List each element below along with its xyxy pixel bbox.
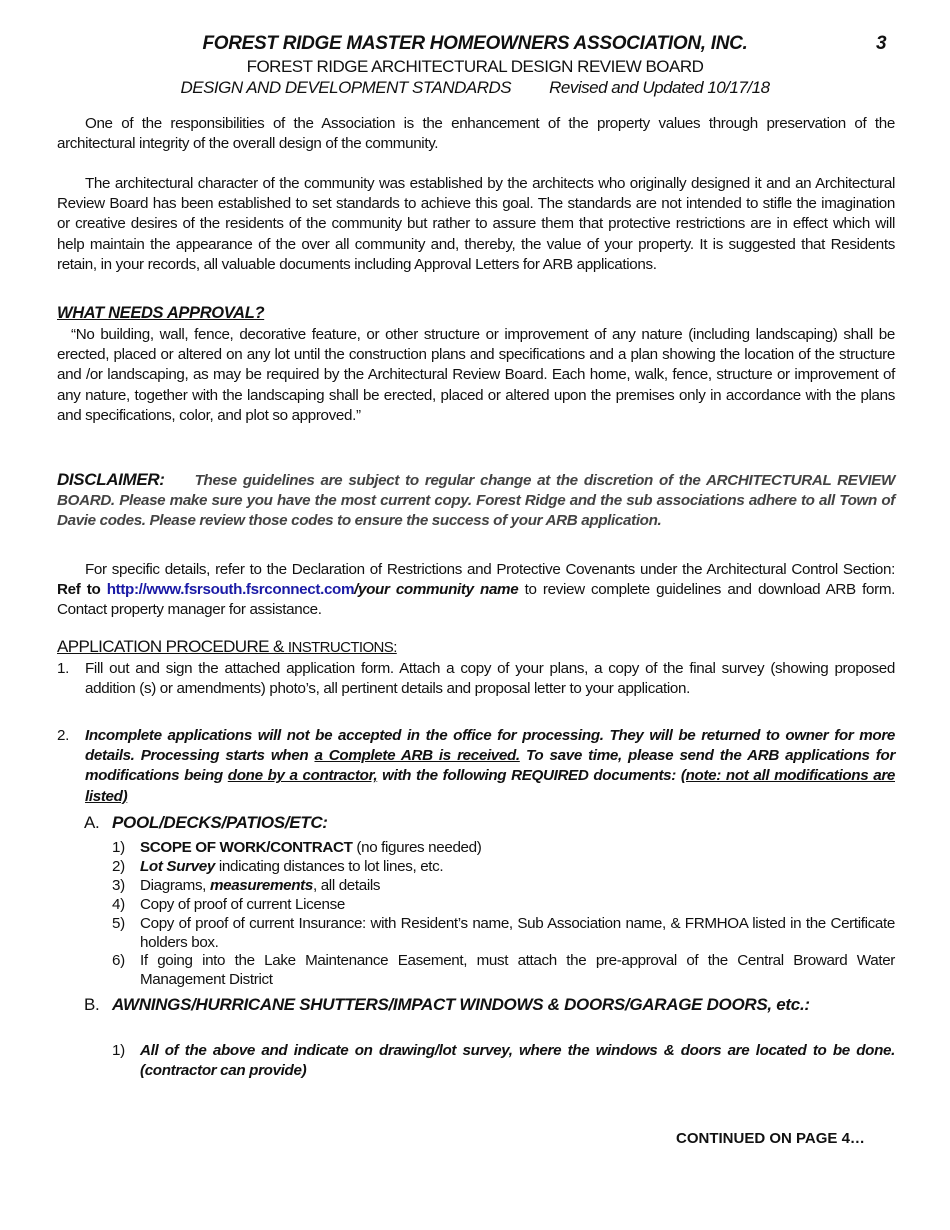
item-text-underlined: done by a contractor, — [227, 767, 378, 785]
item-text: Incomplete applications will not be accepted in the office for processing. They will be returned to owner for more details. Processing starts when — [85, 727, 895, 765]
community-name: /your community name — [354, 581, 519, 599]
doc-title: DESIGN AND DEVELOPMENT STANDARDS — [180, 78, 512, 97]
section-a-item-3 — [112, 876, 895, 895]
item-text-underlined: a Complete ARB is received. — [314, 747, 520, 765]
continued-notice: CONTINUED ON PAGE 4… — [676, 1130, 865, 1147]
item-text: indicating distances to lot lines, etc. — [215, 858, 444, 875]
procedure-item-1 — [57, 659, 895, 699]
item-number: 5) — [112, 915, 125, 932]
section-b-heading — [84, 995, 895, 1015]
section-a-item-6 — [112, 951, 895, 989]
intro-paragraph-2: The architectural character of the community was established by the architects who originally designed it and an Architectural Review Board has been established to set standards to achieve this goal. The standards are not intended to stifle the imagination or creative desires of the residents of the community but rather to assure them that protective restrictions are in effect which will help maintain the appearance of the over all community and, thereby, the value of your property. It is suggested that Residents retain, in your records, all valuable documents including Approval Letters for ARB applications. — [57, 175, 895, 273]
section-title: POOL/DECKS/PATIOS/ETC: — [112, 813, 328, 832]
disclaimer-label: DISCLAIMER: — [57, 470, 165, 489]
what-needs-approval-heading: WHAT NEEDS APPROVAL? — [57, 304, 265, 322]
procedure-item-2 — [57, 726, 895, 807]
intro-paragraph-1: One of the responsibilities of the Association is the enhancement of the property values through preservation of the architectural integrity of the overall design of the community. — [57, 115, 895, 153]
item-text: If going into the Lake Maintenance Easement, must attach the pre-approval of the Central Broward Water Management District — [140, 952, 895, 988]
item-bold: measurements — [209, 877, 313, 894]
item-number: 2. — [57, 727, 69, 744]
approval-quote: “No building, wall, fence, decorative feature, or other structure or improvement of any nature (including landscaping) shall be erected, placed or altered on any lot until the construction plans and specifications and a plan showing the location of the structure and /or landscaping, as may be required by the Architectural Review Board. Each home, walk, fence, structure or improvement of any nature, together with the landscaping shall be erected, placed or altered upon the premises only in accordance with the plans and specifications, color, and plot so approved.” — [57, 326, 895, 424]
fsrconnect-link[interactable]: http://www.fsrsouth.fsrconnect.com — [106, 581, 355, 599]
item-text: Copy of proof of current License — [140, 896, 345, 913]
disclaimer-text: These guidelines are subject to regular change at the discretion of the ARCHITECTURAL REVIEW BOARD. Please make sure you have the most current copy. Forest Ridge and the sub associations adhere to all Town of Davie codes. Please review those codes to ensure the success of your ARB application. — [57, 472, 895, 530]
heading-small: INSTRUCTIONS: — [287, 639, 397, 656]
ref-label: Ref to — [57, 581, 107, 599]
item-note: (note: not all modifications are listed) — [85, 767, 895, 805]
item-text: Diagrams, — [140, 877, 210, 894]
item-text: Fill out and sign the attached application form. Attach a copy of your plans, a copy of the final survey (showing proposed addition (s) or amendments) photo’s, all pertinent details and proposal letter to your application. — [85, 660, 895, 698]
document-subtitle — [0, 78, 950, 98]
item-number: 4) — [112, 896, 125, 913]
item-text: All of the above and indicate on drawing/lot survey, where the windows & doors are located to be done. (contractor can provide) — [140, 1042, 895, 1079]
details-text: For specific details, refer to the Declaration of Restrictions and Protective Covenants under the Architectural Control Section: — [85, 561, 895, 578]
application-procedure-heading — [57, 637, 895, 658]
section-a-item-1 — [112, 838, 895, 857]
item-number: 2) — [112, 858, 125, 875]
item-bold: Lot Survey — [140, 858, 215, 875]
revised-date: Revised and Updated 10/17/18 — [549, 78, 770, 97]
item-bold: SCOPE OF WORK/CONTRACT — [140, 839, 353, 856]
item-text: , all details — [312, 877, 381, 894]
section-a-heading — [84, 813, 895, 833]
item-text: Copy of proof of current Insurance: with Resident’s name, Sub Association name, & FRMHOA listed in the Certificate holders box. — [140, 915, 895, 951]
details-text-end: to review complete guidelines and download ARB form. Contact property manager for assistance. — [57, 581, 895, 619]
item-text: To save time, please send the ARB applications for modifications being — [85, 747, 896, 785]
item-number: 1) — [112, 839, 125, 856]
section-letter: A. — [84, 813, 100, 832]
page-number: 3 — [876, 33, 887, 54]
association-title: FOREST RIDGE MASTER HOMEOWNERS ASSOCIATION, INC. — [202, 33, 748, 54]
section-a-item-2 — [112, 857, 895, 876]
section-b-item-1 — [112, 1041, 895, 1081]
item-number: 1. — [57, 660, 69, 677]
disclaimer — [57, 470, 895, 532]
section-letter: B. — [84, 995, 100, 1014]
item-number: 1) — [112, 1042, 125, 1059]
board-title: FOREST RIDGE ARCHITECTURAL DESIGN REVIEW BOARD — [246, 57, 704, 76]
section-a-item-4 — [112, 895, 895, 914]
section-a-item-5 — [112, 914, 895, 952]
item-text: with the following REQUIRED documents: — [377, 767, 681, 785]
item-text: (no figures needed) — [352, 839, 482, 856]
heading-main: APPLICATION PROCEDURE & — [57, 637, 288, 656]
section-title: AWNINGS/HURRICANE SHUTTERS/IMPACT WINDOWS & DOORS/GARAGE DOORS, etc.: — [112, 995, 810, 1014]
details-paragraph — [57, 560, 895, 621]
item-number: 6) — [112, 952, 125, 969]
item-number: 3) — [112, 877, 125, 894]
